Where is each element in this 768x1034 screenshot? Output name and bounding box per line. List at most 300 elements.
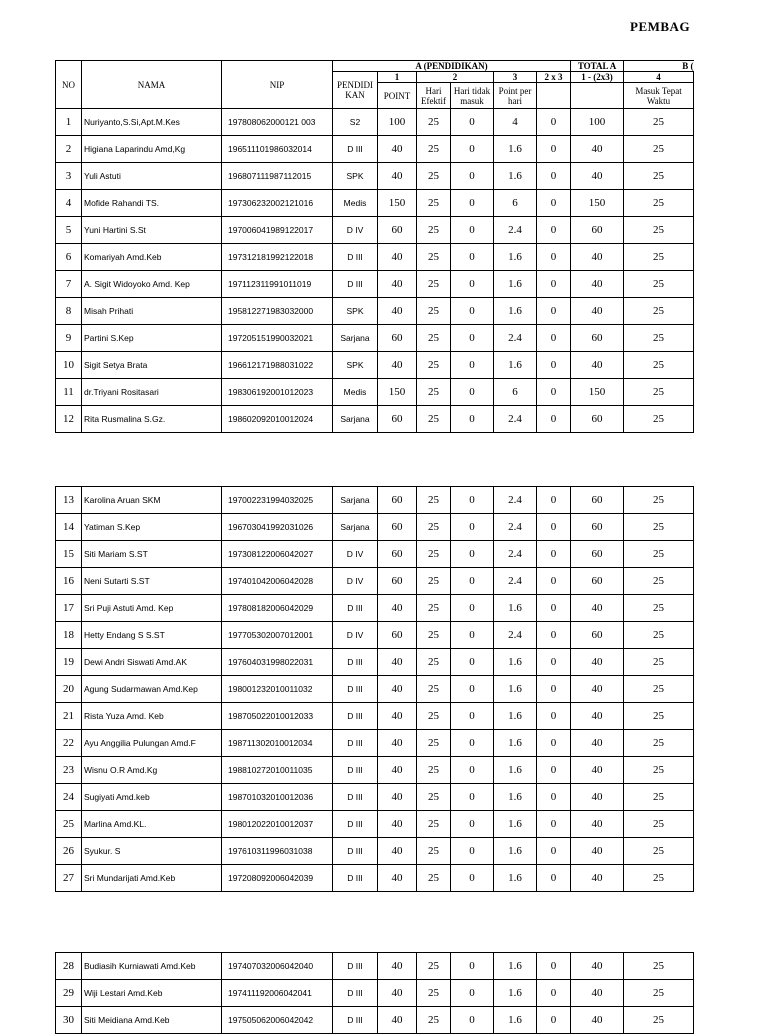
row-hari-tidak-masuk: 0 — [451, 757, 494, 784]
row-no: 22 — [56, 730, 82, 757]
table-row — [56, 953, 694, 980]
row-2x3: 0 — [537, 676, 571, 703]
row-point: 40 — [378, 730, 417, 757]
row-hari-tidak-masuk: 0 — [451, 298, 494, 325]
table-row — [56, 244, 694, 271]
row-2x3: 0 — [537, 703, 571, 730]
row-total-a: 60 — [571, 514, 624, 541]
table-row — [56, 514, 694, 541]
row-masuk-tepat-waktu: 25 — [624, 271, 694, 298]
row-hari-tidak-masuk: 0 — [451, 487, 494, 514]
row-pendidikan: D III — [333, 865, 378, 892]
row-pendidikan: D III — [333, 649, 378, 676]
row-pendidikan: D IV — [333, 622, 378, 649]
row-hari-efektif: 25 — [417, 703, 451, 730]
row-no: 16 — [56, 568, 82, 595]
table-row — [56, 352, 694, 379]
row-hari-tidak-masuk: 0 — [451, 352, 494, 379]
row-total-a: 40 — [571, 865, 624, 892]
row-total-a: 60 — [571, 217, 624, 244]
table-row — [56, 730, 694, 757]
row-point-per-hari: 1.6 — [494, 649, 537, 676]
row-hari-efektif: 25 — [417, 190, 451, 217]
row-nip: 197006041989122017 — [222, 217, 333, 244]
row-no: 25 — [56, 811, 82, 838]
row-nama: A. Sigit Widoyoko Amd. Kep — [82, 271, 222, 298]
row-point: 150 — [378, 379, 417, 406]
header-formula: 1 - (2x3) — [571, 72, 624, 83]
row-nama: Sri Puji Astuti Amd. Kep — [82, 595, 222, 622]
row-masuk-tepat-waktu: 25 — [624, 217, 694, 244]
row-2x3: 0 — [537, 298, 571, 325]
row-nama: Rita Rusmalina S.Gz. — [82, 406, 222, 433]
table-row — [56, 980, 694, 1007]
row-nama: Wiji Lestari Amd.Keb — [82, 980, 222, 1007]
row-point: 40 — [378, 271, 417, 298]
row-hari-efektif: 25 — [417, 514, 451, 541]
row-pendidikan: D III — [333, 953, 378, 980]
table-row — [56, 784, 694, 811]
row-point: 60 — [378, 541, 417, 568]
row-hari-tidak-masuk: 0 — [451, 622, 494, 649]
row-hari-tidak-masuk: 0 — [451, 838, 494, 865]
row-no: 26 — [56, 838, 82, 865]
row-total-a: 40 — [571, 595, 624, 622]
row-point: 150 — [378, 190, 417, 217]
row-point-per-hari: 2.4 — [494, 325, 537, 352]
row-point: 40 — [378, 244, 417, 271]
row-masuk-tepat-waktu: 25 — [624, 784, 694, 811]
row-no: 11 — [56, 379, 82, 406]
row-2x3: 0 — [537, 784, 571, 811]
row-2x3: 0 — [537, 649, 571, 676]
row-no: 13 — [56, 487, 82, 514]
row-no: 21 — [56, 703, 82, 730]
row-hari-efektif: 25 — [417, 541, 451, 568]
header-group-a: A (PENDIDIKAN) — [333, 61, 571, 72]
row-total-a: 60 — [571, 541, 624, 568]
row-total-a: 40 — [571, 649, 624, 676]
row-nip: 197306232002121016 — [222, 190, 333, 217]
row-2x3: 0 — [537, 595, 571, 622]
row-point: 40 — [378, 757, 417, 784]
pembagian-table-1 — [55, 60, 694, 433]
row-nip: 198705022010012033 — [222, 703, 333, 730]
row-pendidikan: D III — [333, 811, 378, 838]
row-hari-tidak-masuk: 0 — [451, 953, 494, 980]
row-masuk-tepat-waktu: 25 — [624, 703, 694, 730]
row-hari-efektif: 25 — [417, 109, 451, 136]
row-total-a: 40 — [571, 1007, 624, 1034]
row-nip: 198701032010012036 — [222, 784, 333, 811]
table-row — [56, 271, 694, 298]
row-masuk-tepat-waktu: 25 — [624, 109, 694, 136]
table-row — [56, 1007, 694, 1034]
row-masuk-tepat-waktu: 25 — [624, 514, 694, 541]
row-hari-efektif: 25 — [417, 379, 451, 406]
row-2x3: 0 — [537, 325, 571, 352]
row-nama: Neni Sutarti S.ST — [82, 568, 222, 595]
row-total-a: 40 — [571, 703, 624, 730]
row-hari-tidak-masuk: 0 — [451, 784, 494, 811]
table-row — [56, 136, 694, 163]
row-hari-efektif: 25 — [417, 244, 451, 271]
row-no: 6 — [56, 244, 82, 271]
row-point-per-hari: 2.4 — [494, 568, 537, 595]
row-point-per-hari: 1.6 — [494, 244, 537, 271]
row-point-per-hari: 1.6 — [494, 865, 537, 892]
header-empty-2x3 — [537, 83, 571, 109]
row-no: 8 — [56, 298, 82, 325]
row-point: 40 — [378, 352, 417, 379]
row-hari-tidak-masuk: 0 — [451, 325, 494, 352]
table-row — [56, 649, 694, 676]
row-2x3: 0 — [537, 406, 571, 433]
row-nama: Nuriyanto,S.Si,Apt.M.Kes — [82, 109, 222, 136]
row-2x3: 0 — [537, 1007, 571, 1034]
header-pendidikan: PENDIDI KAN — [333, 72, 378, 109]
row-nip: 197208092006042039 — [222, 865, 333, 892]
table-row — [56, 865, 694, 892]
row-2x3: 0 — [537, 811, 571, 838]
row-total-a: 40 — [571, 980, 624, 1007]
row-total-a: 40 — [571, 784, 624, 811]
row-hari-efektif: 25 — [417, 676, 451, 703]
row-no: 24 — [56, 784, 82, 811]
row-hari-efektif: 25 — [417, 595, 451, 622]
pembagian-table-2 — [55, 486, 694, 892]
header-nama: NAMA — [82, 61, 222, 109]
row-pendidikan: D III — [333, 244, 378, 271]
row-masuk-tepat-waktu: 25 — [624, 406, 694, 433]
row-total-a: 60 — [571, 325, 624, 352]
row-masuk-tepat-waktu: 25 — [624, 980, 694, 1007]
row-2x3: 0 — [537, 541, 571, 568]
row-nama: Sri Mundarijati Amd.Keb — [82, 865, 222, 892]
row-hari-efektif: 25 — [417, 649, 451, 676]
row-masuk-tepat-waktu: 25 — [624, 595, 694, 622]
row-hari-efektif: 25 — [417, 136, 451, 163]
row-point: 40 — [378, 865, 417, 892]
row-2x3: 0 — [537, 244, 571, 271]
row-point-per-hari: 1.6 — [494, 730, 537, 757]
row-masuk-tepat-waktu: 25 — [624, 244, 694, 271]
row-hari-efektif: 25 — [417, 980, 451, 1007]
row-total-a: 40 — [571, 953, 624, 980]
row-point-per-hari: 1.6 — [494, 784, 537, 811]
row-nip: 197312181992122018 — [222, 244, 333, 271]
row-nama: Siti Mariam S.ST — [82, 541, 222, 568]
row-no: 18 — [56, 622, 82, 649]
row-point-per-hari: 1.6 — [494, 271, 537, 298]
row-hari-tidak-masuk: 0 — [451, 217, 494, 244]
row-point-per-hari: 1.6 — [494, 595, 537, 622]
row-total-a: 60 — [571, 487, 624, 514]
row-nama: Komariyah Amd.Keb — [82, 244, 222, 271]
row-nama: Agung Sudarmawan Amd.Kep — [82, 676, 222, 703]
row-hari-efektif: 25 — [417, 784, 451, 811]
row-total-a: 40 — [571, 676, 624, 703]
row-nama: Misah Prihati — [82, 298, 222, 325]
table-row — [56, 379, 694, 406]
row-pendidikan: D III — [333, 136, 378, 163]
row-point-per-hari: 1.6 — [494, 953, 537, 980]
row-point: 40 — [378, 811, 417, 838]
row-masuk-tepat-waktu: 25 — [624, 730, 694, 757]
row-hari-tidak-masuk: 0 — [451, 649, 494, 676]
row-hari-efektif: 25 — [417, 163, 451, 190]
row-nama: Yuni Hartini S.St — [82, 217, 222, 244]
row-masuk-tepat-waktu: 25 — [624, 298, 694, 325]
header-col-2: 2 — [417, 72, 494, 83]
row-nip: 197002231994032025 — [222, 487, 333, 514]
row-nip: 198001232010011032 — [222, 676, 333, 703]
row-2x3: 0 — [537, 568, 571, 595]
header-empty-total — [571, 83, 624, 109]
row-hari-tidak-masuk: 0 — [451, 811, 494, 838]
row-pendidikan: Medis — [333, 379, 378, 406]
page-title: PEMBAG — [630, 19, 691, 34]
row-point-per-hari: 2.4 — [494, 514, 537, 541]
row-hari-efektif: 25 — [417, 217, 451, 244]
row-hari-efektif: 25 — [417, 1007, 451, 1034]
row-hari-tidak-masuk: 0 — [451, 980, 494, 1007]
row-2x3: 0 — [537, 352, 571, 379]
row-nama: Sigit Setya Brata — [82, 352, 222, 379]
header-group-b: B ( — [624, 61, 694, 72]
row-pendidikan: D III — [333, 703, 378, 730]
row-nip: 198306192001012023 — [222, 379, 333, 406]
row-point: 60 — [378, 622, 417, 649]
row-point-per-hari: 1.6 — [494, 703, 537, 730]
row-2x3: 0 — [537, 190, 571, 217]
row-point-per-hari: 2.4 — [494, 541, 537, 568]
row-point: 40 — [378, 703, 417, 730]
row-pendidikan: D IV — [333, 568, 378, 595]
header-hari-efektif: Hari Efektif — [417, 83, 451, 109]
row-no: 2 — [56, 136, 82, 163]
row-nip: 195812271983032000 — [222, 298, 333, 325]
row-masuk-tepat-waktu: 25 — [624, 622, 694, 649]
row-point: 60 — [378, 406, 417, 433]
row-hari-tidak-masuk: 0 — [451, 595, 494, 622]
row-point-per-hari: 1.6 — [494, 676, 537, 703]
row-total-a: 150 — [571, 190, 624, 217]
row-pendidikan: Sarjana — [333, 406, 378, 433]
row-masuk-tepat-waktu: 25 — [624, 838, 694, 865]
row-pendidikan: SPK — [333, 352, 378, 379]
row-nama: Yuli Astuti — [82, 163, 222, 190]
table-row — [56, 163, 694, 190]
header-no: NO — [56, 61, 82, 109]
row-nama: Syukur. S — [82, 838, 222, 865]
header-col-3: 3 — [494, 72, 537, 83]
row-point: 40 — [378, 953, 417, 980]
row-nip: 197610311996031038 — [222, 838, 333, 865]
row-no: 30 — [56, 1007, 82, 1034]
row-point-per-hari: 4 — [494, 109, 537, 136]
row-point-per-hari: 1.6 — [494, 352, 537, 379]
row-nama: Higiana Laparindu Amd,Kg — [82, 136, 222, 163]
row-nama: Sugiyati Amd.keb — [82, 784, 222, 811]
row-nip: 197112311991011019 — [222, 271, 333, 298]
row-nama: Rista Yuza Amd. Keb — [82, 703, 222, 730]
row-pendidikan: D III — [333, 784, 378, 811]
row-point: 40 — [378, 136, 417, 163]
row-nip: 198711302010012034 — [222, 730, 333, 757]
table-row — [56, 190, 694, 217]
row-no: 19 — [56, 649, 82, 676]
row-total-a: 60 — [571, 568, 624, 595]
row-nama: dr.Triyani Rositasari — [82, 379, 222, 406]
row-no: 1 — [56, 109, 82, 136]
row-point-per-hari: 2.4 — [494, 487, 537, 514]
row-hari-efektif: 25 — [417, 298, 451, 325]
row-pendidikan: Medis — [333, 190, 378, 217]
header-hari-tidak-masuk: Hari tidak masuk — [451, 83, 494, 109]
row-masuk-tepat-waktu: 25 — [624, 811, 694, 838]
row-hari-tidak-masuk: 0 — [451, 379, 494, 406]
row-nip: 197705302007012001 — [222, 622, 333, 649]
row-nip: 197411192006042041 — [222, 980, 333, 1007]
row-hari-efektif: 25 — [417, 730, 451, 757]
row-nip: 197308122006042027 — [222, 541, 333, 568]
row-total-a: 40 — [571, 352, 624, 379]
row-point-per-hari: 6 — [494, 379, 537, 406]
row-point: 60 — [378, 514, 417, 541]
row-masuk-tepat-waktu: 25 — [624, 352, 694, 379]
row-point-per-hari: 1.6 — [494, 136, 537, 163]
row-nip: 198602092010012024 — [222, 406, 333, 433]
table-row — [56, 487, 694, 514]
row-2x3: 0 — [537, 980, 571, 1007]
row-pendidikan: D III — [333, 980, 378, 1007]
row-pendidikan: D III — [333, 595, 378, 622]
row-point-per-hari: 1.6 — [494, 1007, 537, 1034]
row-hari-tidak-masuk: 0 — [451, 271, 494, 298]
row-masuk-tepat-waktu: 25 — [624, 163, 694, 190]
row-hari-tidak-masuk: 0 — [451, 514, 494, 541]
row-masuk-tepat-waktu: 25 — [624, 541, 694, 568]
row-2x3: 0 — [537, 514, 571, 541]
row-hari-tidak-masuk: 0 — [451, 676, 494, 703]
row-nama: Siti Meidiana Amd.Keb — [82, 1007, 222, 1034]
row-hari-tidak-masuk: 0 — [451, 244, 494, 271]
row-hari-efektif: 25 — [417, 757, 451, 784]
row-nama: Wisnu O.R Amd.Kg — [82, 757, 222, 784]
row-nama: Hetty Endang S S.ST — [82, 622, 222, 649]
row-no: 29 — [56, 980, 82, 1007]
row-nama: Dewi Andri Siswati Amd.AK — [82, 649, 222, 676]
table-row — [56, 811, 694, 838]
row-2x3: 0 — [537, 163, 571, 190]
table-row — [56, 298, 694, 325]
row-hari-tidak-masuk: 0 — [451, 703, 494, 730]
row-2x3: 0 — [537, 622, 571, 649]
row-hari-efektif: 25 — [417, 325, 451, 352]
header-col-1: 1 — [378, 72, 417, 83]
row-nip: 196807111987112015 — [222, 163, 333, 190]
header-col-2x3: 2 x 3 — [537, 72, 571, 83]
table-row — [56, 568, 694, 595]
row-point: 40 — [378, 1007, 417, 1034]
row-no: 14 — [56, 514, 82, 541]
row-nama: Budiasih Kurniawati Amd.Keb — [82, 953, 222, 980]
row-total-a: 60 — [571, 622, 624, 649]
row-2x3: 0 — [537, 865, 571, 892]
row-point: 40 — [378, 298, 417, 325]
row-no: 7 — [56, 271, 82, 298]
row-no: 4 — [56, 190, 82, 217]
row-hari-tidak-masuk: 0 — [451, 190, 494, 217]
row-2x3: 0 — [537, 487, 571, 514]
row-point-per-hari: 1.6 — [494, 163, 537, 190]
row-hari-tidak-masuk: 0 — [451, 109, 494, 136]
table-row — [56, 838, 694, 865]
row-pendidikan: D III — [333, 730, 378, 757]
table-row — [56, 541, 694, 568]
row-pendidikan: D III — [333, 1007, 378, 1034]
header-masuk-tepat-waktu: Masuk Tepat Waktu — [624, 83, 694, 109]
row-nama: Partini S.Kep — [82, 325, 222, 352]
row-nip: 197407032006042040 — [222, 953, 333, 980]
row-hari-efektif: 25 — [417, 271, 451, 298]
row-nip: 197505062006042042 — [222, 1007, 333, 1034]
row-no: 3 — [56, 163, 82, 190]
row-hari-tidak-masuk: 0 — [451, 568, 494, 595]
row-no: 17 — [56, 595, 82, 622]
table-row — [56, 109, 694, 136]
table-row — [56, 757, 694, 784]
row-no: 9 — [56, 325, 82, 352]
row-point-per-hari: 1.6 — [494, 811, 537, 838]
row-masuk-tepat-waktu: 25 — [624, 865, 694, 892]
row-no: 15 — [56, 541, 82, 568]
table-row — [56, 703, 694, 730]
row-hari-tidak-masuk: 0 — [451, 136, 494, 163]
header-total-a: TOTAL A — [571, 61, 624, 72]
row-total-a: 40 — [571, 163, 624, 190]
row-point: 40 — [378, 784, 417, 811]
row-hari-efektif: 25 — [417, 568, 451, 595]
row-hari-tidak-masuk: 0 — [451, 406, 494, 433]
row-pendidikan: D III — [333, 676, 378, 703]
row-pendidikan: D III — [333, 757, 378, 784]
table-row — [56, 595, 694, 622]
row-point-per-hari: 2.4 — [494, 406, 537, 433]
row-pendidikan: S2 — [333, 109, 378, 136]
row-no: 28 — [56, 953, 82, 980]
row-masuk-tepat-waktu: 25 — [624, 1007, 694, 1034]
row-2x3: 0 — [537, 379, 571, 406]
row-point: 40 — [378, 595, 417, 622]
row-nip: 197604031998022031 — [222, 649, 333, 676]
row-point-per-hari: 6 — [494, 190, 537, 217]
row-point-per-hari: 1.6 — [494, 980, 537, 1007]
row-2x3: 0 — [537, 730, 571, 757]
row-hari-efektif: 25 — [417, 622, 451, 649]
pembagian-table-3 — [55, 952, 694, 1034]
row-point: 60 — [378, 325, 417, 352]
row-total-a: 40 — [571, 244, 624, 271]
row-point-per-hari: 1.6 — [494, 838, 537, 865]
row-pendidikan: Sarjana — [333, 514, 378, 541]
header-col-4: 4 — [624, 72, 694, 83]
row-nama: Marlina Amd.KL. — [82, 811, 222, 838]
row-point: 40 — [378, 980, 417, 1007]
row-no: 5 — [56, 217, 82, 244]
row-hari-efektif: 25 — [417, 406, 451, 433]
